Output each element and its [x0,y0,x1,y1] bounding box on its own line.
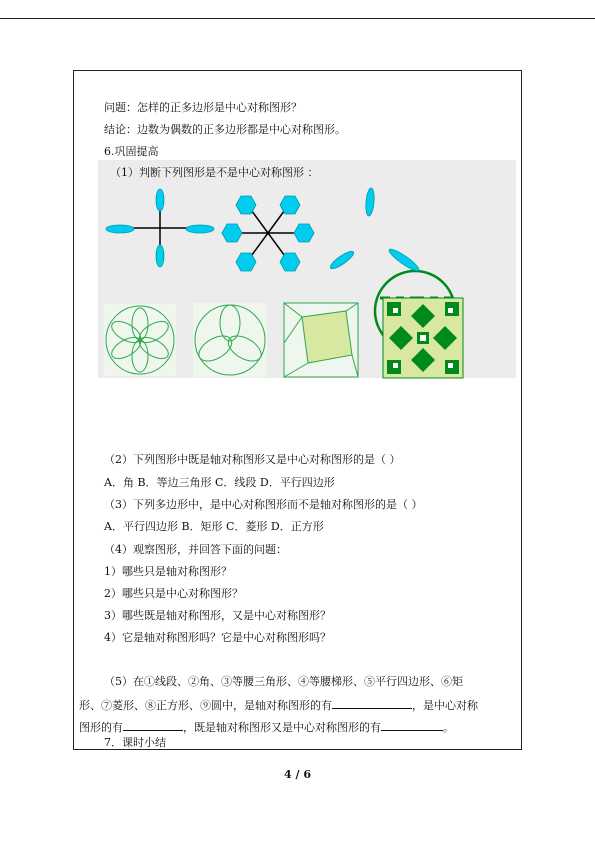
two-ellipses-figure [320,183,380,273]
question-5-line-3-mid: ，既是轴对称图形又是中心对称图形的有 [183,721,381,734]
question-2-text: （2）下列图形中既是轴对称图形又是中心对称图形的是（ ） [104,453,401,466]
rosette-figure [104,304,176,376]
question-5-line-2-start: 形、⑦菱形、⑧正方形、⑨圆中，是轴对称图形的有 [79,699,332,712]
header-rule [0,18,595,19]
question-4-item-4: 4）它是轴对称图形吗？它是中心对称图形吗？ [104,631,331,644]
question-2-options: A．角 B．等边三角形 C．线段 D．平行四边形 [104,476,335,489]
question-4-text: （4）观察图形，并回答下面的问题： [104,543,287,556]
answer-blank-axial[interactable] [332,697,412,709]
conclusion-text: 结论：边数为偶数的正多边形都是中心对称图形。 [104,123,346,136]
question-5-line-1: （5）在①线段、②角、③等腰三角形、④等腰梯形、⑤平行四边形、⑥矩 [104,675,463,688]
hexagon-star-figure [218,188,320,278]
nested-squares-figure [284,303,358,377]
answer-blank-central[interactable] [123,719,183,731]
question-5-line-2-end: ，是中心对称 [412,699,478,712]
quilt-pattern-figure [383,298,463,378]
answer-blank-both[interactable] [381,719,443,731]
section-6-heading: 6.巩固提高 [104,145,159,158]
question-5-line-3-end: 。 [443,721,454,734]
three-petal-figure [193,303,267,377]
question-4-item-3: 3）哪些既是轴对称图形，又是中心对称图形？ [104,609,331,622]
question-5-line-2 [79,697,478,713]
question-5-line-3-start: 图形的有 [79,721,123,734]
question-3-text: （3）下列多边形中，是中心对称图形而不是轴对称图形的是（ ） [104,498,423,511]
section-7-heading: 7．课时小结 [104,736,166,749]
question-4-item-2: 2）哪些只是中心对称图形？ [104,587,243,600]
question-5-line-3 [79,719,454,735]
cross-ellipses-figure [100,186,225,276]
question-4-item-1: 1）哪些只是轴对称图形？ [104,565,232,578]
question-1-text: （1）判断下列图形是不是中心对称图形 ： [110,166,319,179]
question-3-options: A．平行四边形 B．矩形 C．菱形 D．正方形 [104,520,324,533]
question-text: 问题：怎样的正多边形是中心对称图形？ [104,101,302,114]
page-number: 4 / 6 [284,768,311,781]
